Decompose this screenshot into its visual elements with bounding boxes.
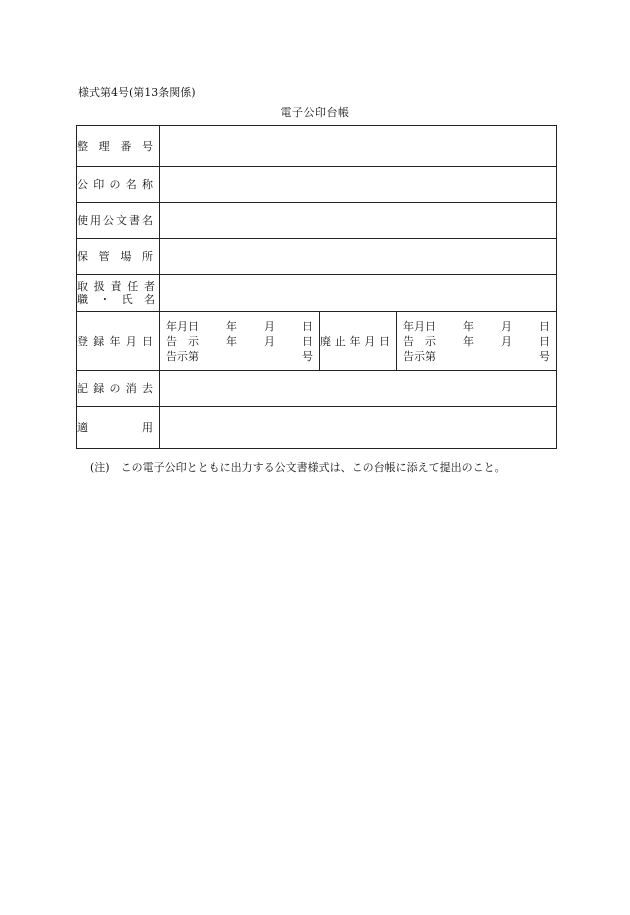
label-seal-name: 公 印 の 名 称 [77,167,160,203]
row-custodian [77,275,557,312]
value-custodian[interactable] [160,275,557,312]
row-record-deletion [77,371,557,407]
row-remarks [77,407,557,449]
value-management-number[interactable] [160,126,557,167]
value-registration-date[interactable]: 年月日 年 月 日 告 示 年 月 日 告示第 号 [160,312,320,371]
footnote: (注) この電子公印とともに出力する公文書様式は、この台帳に添えて提出のこと。 [90,461,506,474]
label-management-number: 整 理 番 号 [77,126,160,167]
label-storage-location: 保 管 場 所 [77,239,160,275]
label-remarks: 適 用 [77,407,160,449]
row-dates [77,312,557,371]
value-abolition-date[interactable]: 年月日 年 月 日 告 示 年 月 日 告示第 号 [397,312,557,371]
label-abolition-date: 廃 止 年 月 日 [320,312,397,371]
row-management-number [77,126,557,167]
value-seal-name[interactable] [160,167,557,203]
value-document-names[interactable] [160,203,557,239]
form-number: 様式第4号(第13条関係) [78,86,196,99]
value-storage-location[interactable] [160,239,557,275]
label-custodian: 取 扱 責 任 者 職 ・ 氏 名 [77,275,160,312]
value-remarks[interactable] [160,407,557,449]
row-seal-name [77,167,557,203]
label-registration-date: 登 録 年 月 日 [77,312,160,371]
label-record-deletion: 記 録 の 消 去 [77,371,160,407]
document-title: 電子公印台帳 [280,106,350,119]
seal-ledger-table [76,125,557,449]
label-document-names: 使 用 公 文 書 名 [77,203,160,239]
row-document-names [77,203,557,239]
value-record-deletion[interactable] [160,371,557,407]
row-storage-location [77,239,557,275]
